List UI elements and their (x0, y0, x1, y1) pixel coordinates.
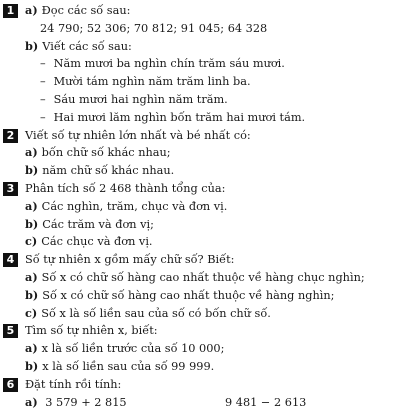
exercise-number: 3 (3, 182, 18, 196)
exercise-title: Phân tích số 2 468 thành tổng của: (25, 181, 226, 195)
part-text: năm chữ số khác nhau. (42, 164, 175, 178)
part-text: bốn chữ số khác nhau; (41, 146, 171, 160)
list-item-text: Sáu mươi hai nghìn năm trăm. (53, 92, 228, 106)
part-text: Các trăm và đơn vị; (42, 217, 154, 231)
exercise-5 (3, 322, 400, 375)
part-label: c) (25, 234, 38, 249)
list-item: – Năm mươi ba nghìn chín trăm sáu mươi. (3, 55, 400, 73)
part-label: a) (25, 394, 38, 409)
list-item (3, 162, 400, 180)
exercise-title: Tìm số tự nhiên x, biết: (25, 324, 158, 338)
part-label: b) (25, 287, 39, 302)
exercise-title: Đặt tính rồi tính: (25, 377, 122, 391)
part-label: a) (25, 269, 38, 284)
part-text: Số x có chữ số hàng cao nhất thuộc về hàng nghìn; (42, 288, 335, 302)
exercise-title: Số tự nhiên x gồm mấy chữ số? Biết: (25, 253, 235, 267)
list-item (3, 340, 400, 358)
list-item (3, 269, 400, 287)
list-item (3, 305, 400, 323)
list-item (3, 216, 400, 234)
part-text: x là số liền sau của số 99 999. (42, 359, 215, 373)
part-label: a) (25, 341, 38, 356)
part-label: b) (25, 358, 39, 373)
part-text: Số x có chữ số hàng cao nhất thuộc về hàng chục nghìn; (41, 270, 365, 284)
list-item (3, 144, 400, 162)
numbers-to-read: 24 790; 52 306; 70 812; 91 045; 64 328 (40, 21, 268, 35)
part-label: c) (25, 305, 38, 320)
part-label: a) (25, 145, 38, 160)
exercise-number: 6 (3, 378, 18, 392)
exercise-1 (3, 2, 400, 127)
list-item-text: Hai mươi lăm nghìn bốn trăm hai mươi tám. (53, 110, 306, 124)
calculation-row (3, 394, 400, 411)
exercise-number: 4 (3, 253, 18, 267)
exercise-number: 1 (3, 4, 18, 18)
list-item (3, 233, 400, 251)
part-label: b) (25, 38, 39, 53)
list-item-text: Mười tám nghìn năm trăm linh ba. (53, 75, 251, 89)
expression: 3 579 + 2 815 (45, 395, 127, 409)
part-text: Viết các số sau: (42, 39, 132, 53)
exercise-2 (3, 127, 400, 180)
part-text: Các nghìn, trăm, chục và đơn vị. (41, 199, 228, 213)
part-label: a) (25, 3, 38, 17)
exercise-number: 2 (3, 129, 18, 143)
exercise-6 (3, 376, 400, 411)
part-label: b) (25, 163, 39, 178)
list-item: – Mười tám nghìn năm trăm linh ba. (3, 73, 400, 91)
list-item (3, 198, 400, 216)
expression: 9 481 − 2 613 (225, 395, 307, 409)
list-item: – Sáu mươi hai nghìn năm trăm. (3, 91, 400, 109)
part-text: Các chục và đơn vị. (41, 235, 153, 249)
list-item (3, 287, 400, 305)
part-text: x là số liền trước của số 10 000; (41, 342, 225, 356)
exercise-4 (3, 251, 400, 322)
list-item-text: Năm mươi ba nghìn chín trăm sáu mươi. (53, 57, 285, 71)
part-label: b) (25, 216, 39, 231)
part-text: Đọc các số sau: (41, 4, 131, 17)
part-text: Số x là số liền sau của số có bốn chữ số. (41, 306, 271, 320)
list-item (3, 358, 400, 376)
number-list (3, 20, 400, 38)
part-label: a) (25, 198, 38, 213)
exercise-3 (3, 180, 400, 251)
list-item: – Hai mươi lăm nghìn bốn trăm hai mươi tám. (3, 109, 400, 127)
exercise-number: 5 (3, 324, 18, 338)
exercise-title: Viết số tự nhiên lớn nhất và bé nhất có: (25, 128, 251, 142)
